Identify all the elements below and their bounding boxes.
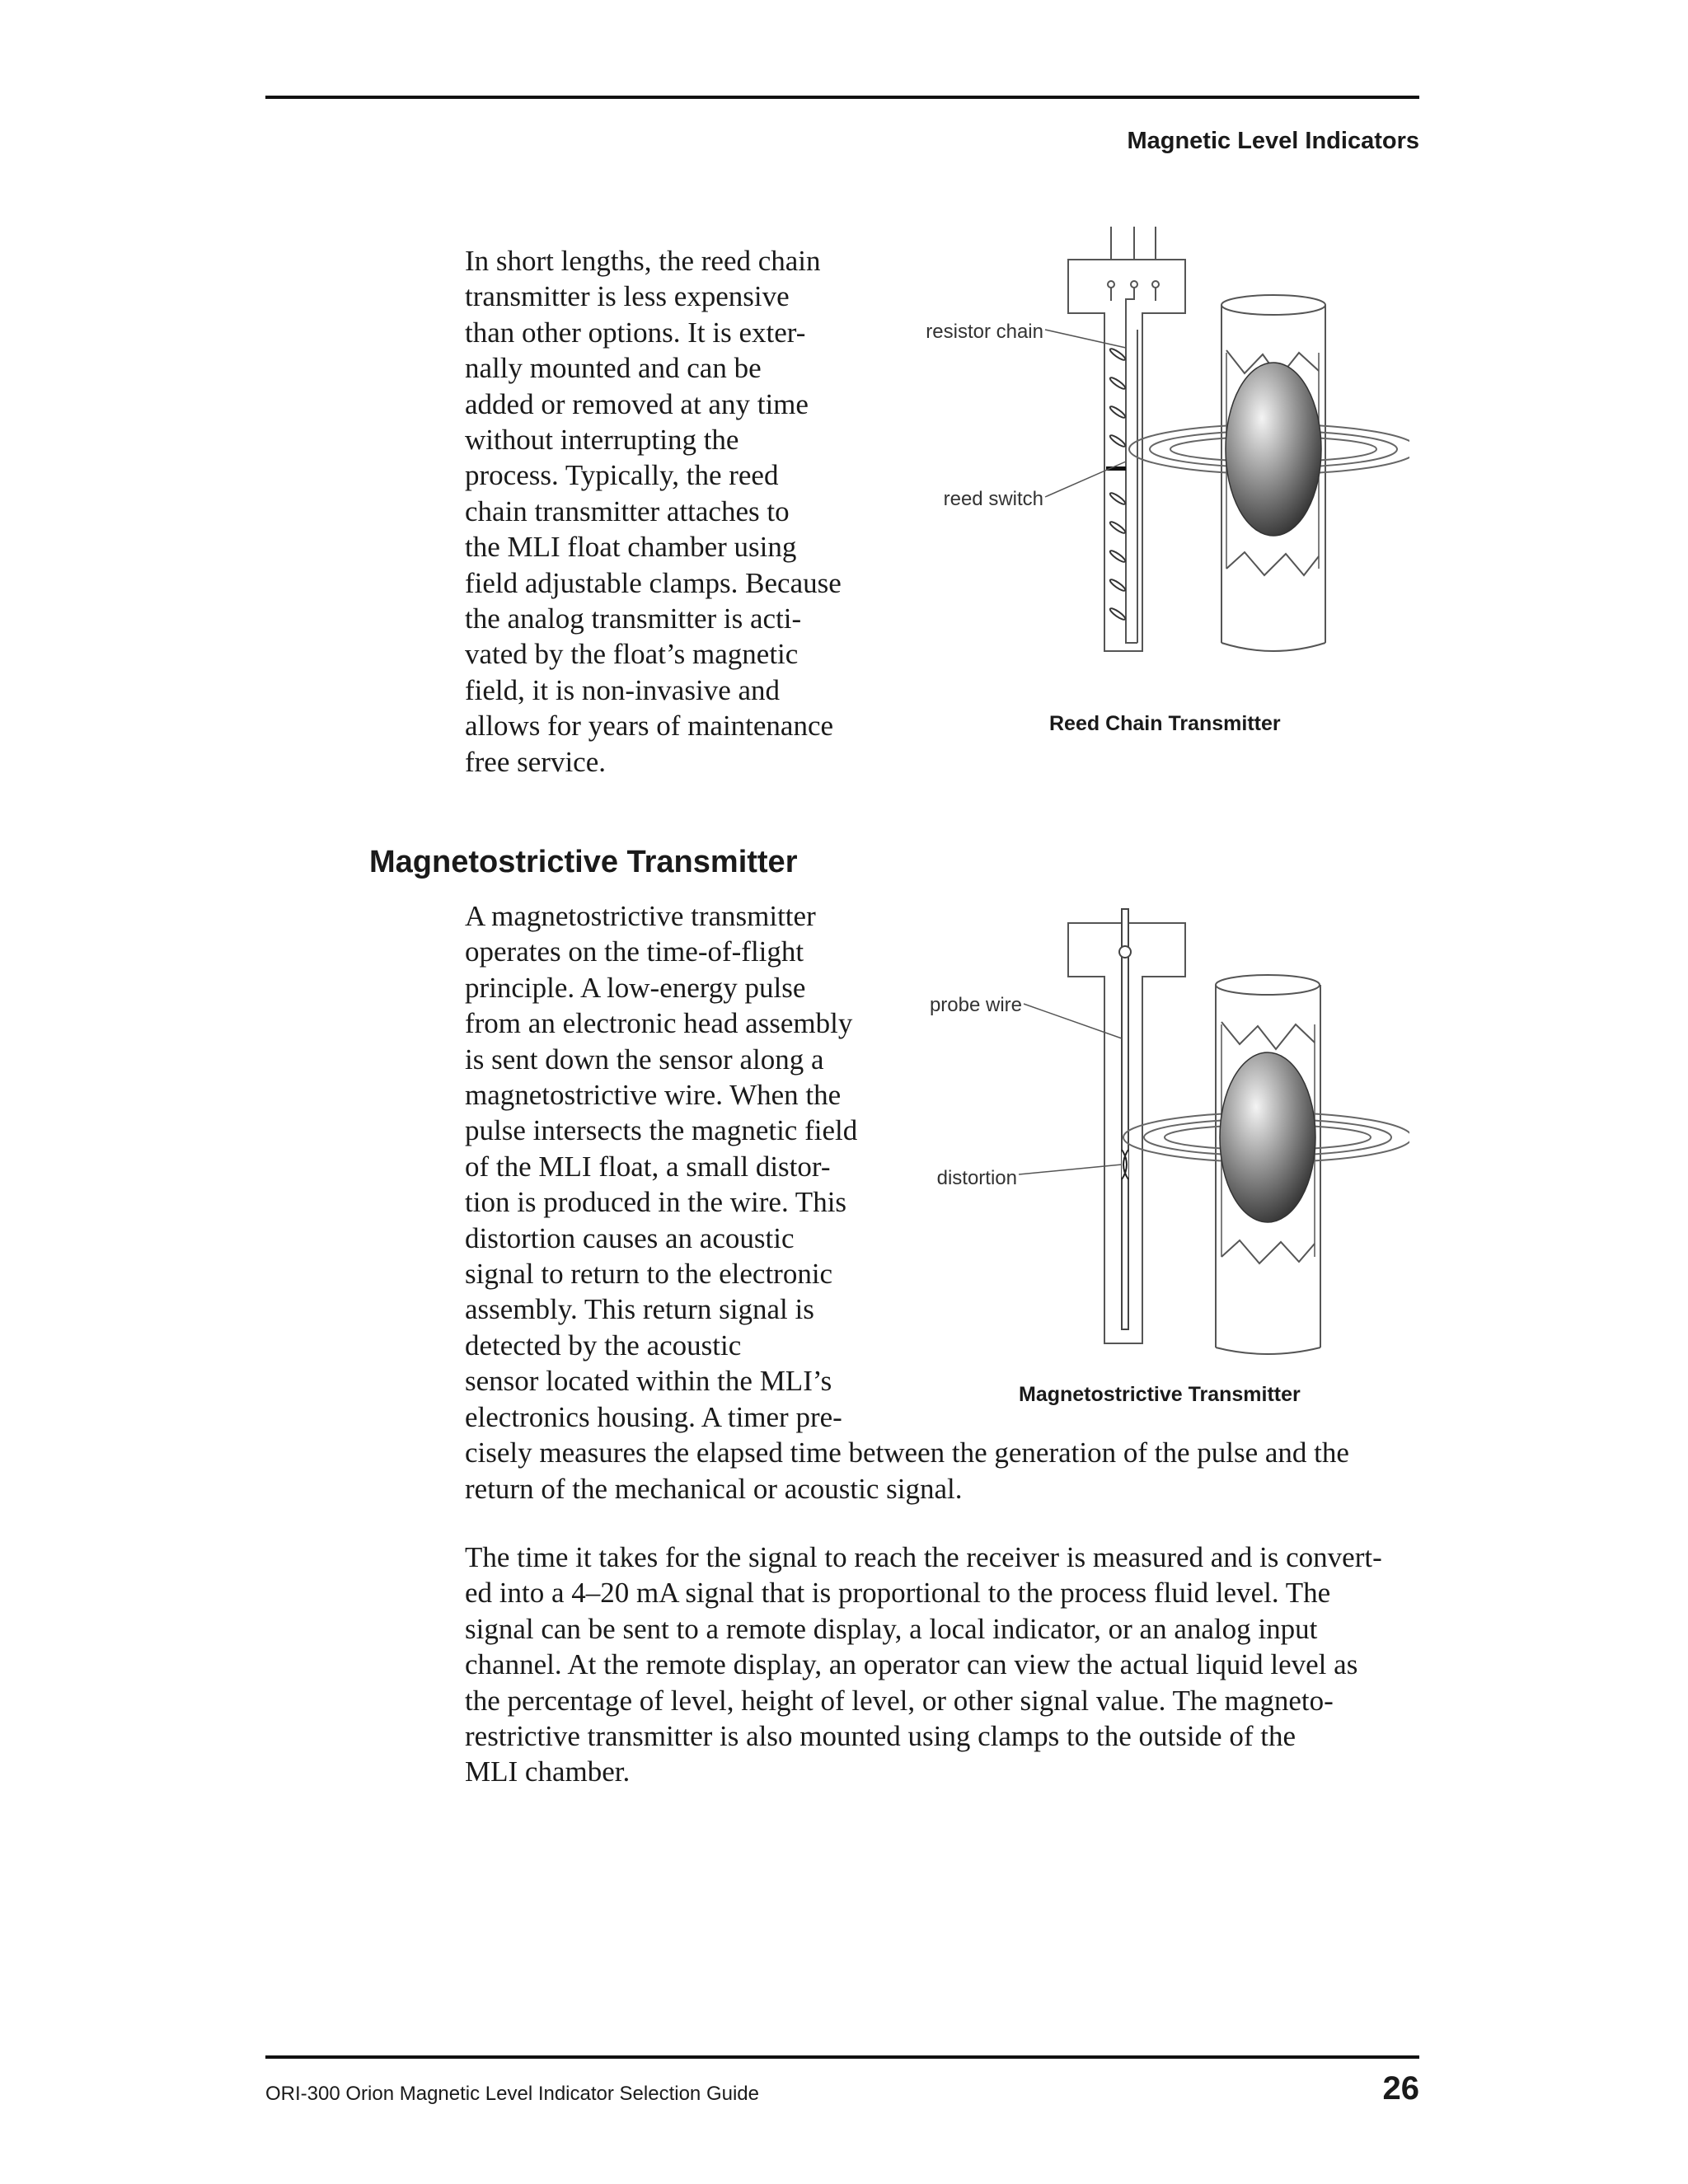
magnetic-float xyxy=(1220,1052,1315,1222)
running-title: Magnetic Level Indicators xyxy=(1127,128,1419,154)
probe-head-marker xyxy=(1119,946,1131,958)
text-line: process. Typically, the reed xyxy=(465,459,779,492)
text-line: is sent down the sensor along a xyxy=(465,1043,824,1076)
figure1-caption: Reed Chain Transmitter xyxy=(1049,712,1281,735)
text-line: assembly. This return signal is xyxy=(465,1293,814,1326)
text-line: signal can be sent to a remote display, a local indicator, or an analog input xyxy=(465,1612,1318,1645)
text-line: free service. xyxy=(465,745,606,778)
closing-paragraph xyxy=(465,1540,1382,1790)
text-line: operates on the time-of-flight xyxy=(465,935,804,968)
text-line: distortion causes an acoustic xyxy=(465,1221,795,1254)
probe-wire xyxy=(1122,909,1128,1329)
reed-chain-diagram xyxy=(898,223,1409,668)
text-line: tion is produced in the wire. This xyxy=(465,1186,847,1219)
text-line: channel. At the remote display, an operator can view the actual liquid level as xyxy=(465,1648,1358,1681)
section-heading: Magnetostrictive Transmitter xyxy=(369,845,798,879)
text-line: vated by the float’s magnetic xyxy=(465,638,799,671)
intro-paragraph xyxy=(465,243,842,780)
magnetostrictive-diagram xyxy=(898,902,1409,1356)
text-line: signal to return to the electronic xyxy=(465,1258,833,1291)
text-line: added or removed at any time xyxy=(465,387,809,420)
figure2-caption: Magnetostrictive Transmitter xyxy=(1019,1383,1301,1406)
text-line: The time it takes for the signal to reach the receiver is measured and is convert- xyxy=(465,1541,1382,1573)
text-line: restrictive transmitter is also mounted using clamps to the outside of the xyxy=(465,1720,1296,1753)
text-line: field adjustable clamps. Because xyxy=(465,566,842,599)
text-line: the MLI float chamber using xyxy=(465,531,797,564)
footer-rule xyxy=(265,2055,1419,2059)
callout-probe-wire: probe wire xyxy=(929,994,1022,1016)
text-line: pulse intersects the magnetic field xyxy=(465,1114,858,1147)
text-line: from an electronic head assembly xyxy=(465,1007,853,1040)
text-line: return of the mechanical or acoustic signal. xyxy=(465,1472,963,1505)
callout-distortion: distortion xyxy=(936,1167,1017,1189)
text-line: magnetostrictive wire. When the xyxy=(465,1079,842,1112)
text-line: field, it is non-invasive and xyxy=(465,673,781,706)
text-line: principle. A low-energy pulse xyxy=(465,971,806,1004)
text-line: electronics housing. A timer pre- xyxy=(465,1400,842,1433)
text-line: nally mounted and can be xyxy=(465,352,762,385)
header-rule xyxy=(265,96,1419,99)
text-line: detected by the acoustic xyxy=(465,1329,742,1361)
text-line: of the MLI float, a small distor- xyxy=(465,1150,831,1183)
magnetic-float xyxy=(1226,363,1321,536)
page-number: 26 xyxy=(1382,2070,1419,2107)
text-line: In short lengths, the reed chain xyxy=(465,245,821,277)
callout-resistor-chain: resistor chain xyxy=(926,321,1043,343)
text-line: cisely measures the elapsed time between the generation of the pulse and the xyxy=(465,1436,1349,1469)
text-line: allows for years of maintenance xyxy=(465,710,834,743)
text-line: without interrupting the xyxy=(465,424,739,457)
text-line: A magnetostrictive transmitter xyxy=(465,900,816,932)
footer-guide-title: ORI-300 Orion Magnetic Level Indicator Selection Guide xyxy=(265,2083,759,2105)
text-line: than other options. It is exter- xyxy=(465,316,806,349)
text-line: sensor located within the MLI’s xyxy=(465,1365,832,1398)
text-line: MLI chamber. xyxy=(465,1755,631,1788)
text-line: chain transmitter attaches to xyxy=(465,494,790,527)
text-line: ed into a 4–20 mA signal that is proportional to the process fluid level. The xyxy=(465,1577,1331,1610)
text-line: the percentage of level, height of level, or other signal value. The magneto- xyxy=(465,1684,1334,1717)
callout-reed-switch: reed switch xyxy=(943,488,1043,510)
text-line: the analog transmitter is acti- xyxy=(465,602,802,635)
text-line: transmitter is less expensive xyxy=(465,280,790,313)
